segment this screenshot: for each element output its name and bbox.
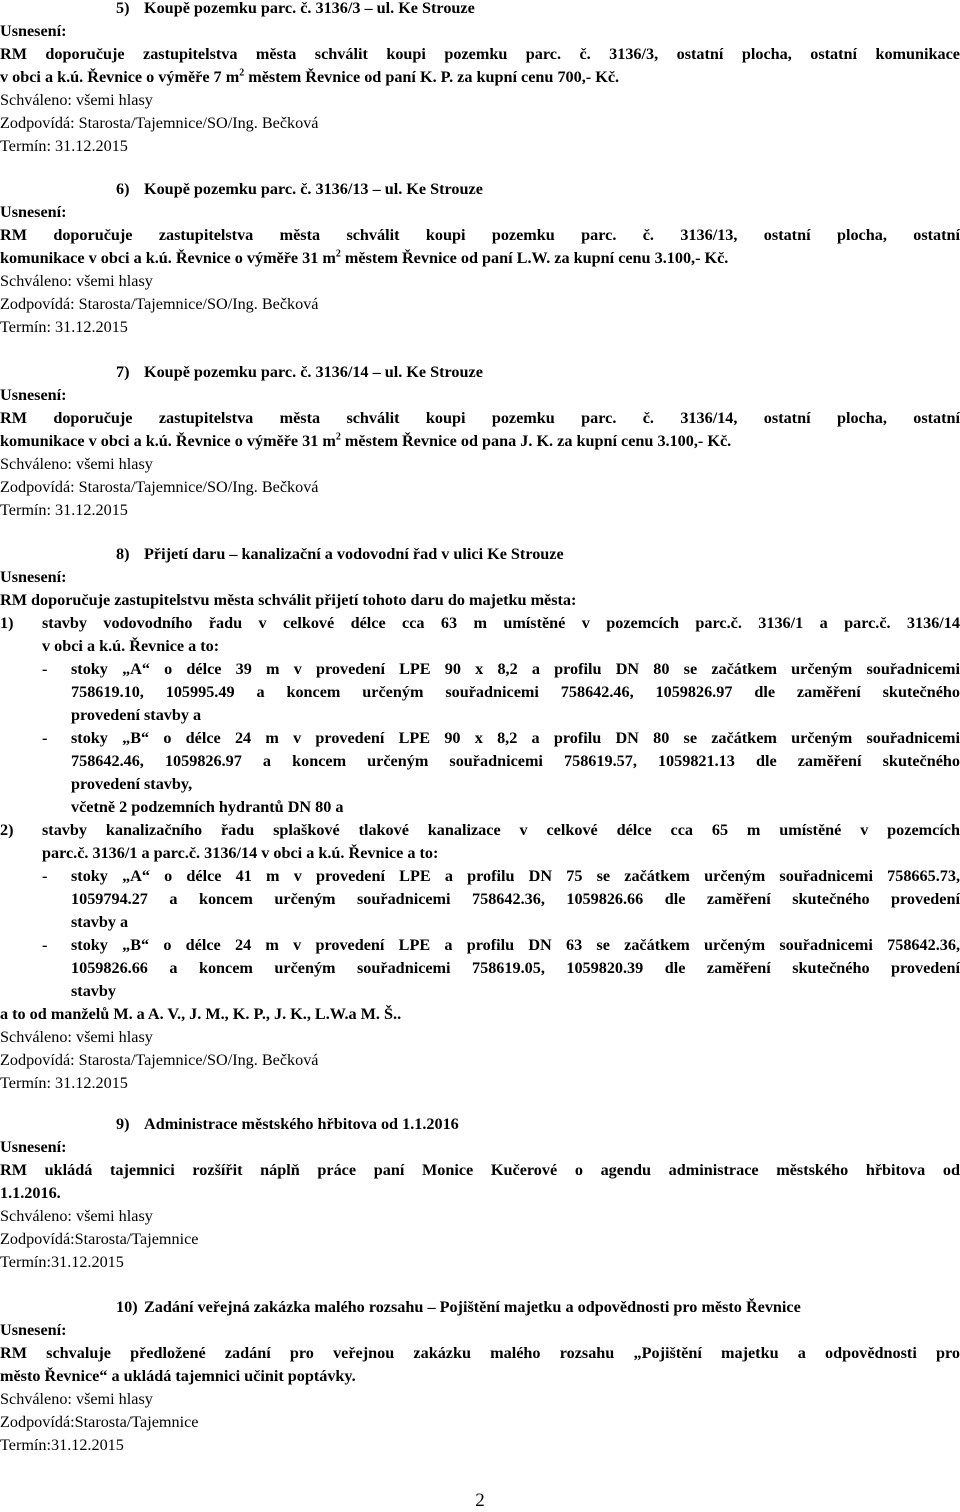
section-number: 10) — [116, 1298, 138, 1316]
dash-text: stoky „A“ o délce 41 m v provedení LPE a profilu DN 75 se začátkem určeným souřadnicemi 758665.73, — [71, 867, 960, 885]
dash-text: stoky „B“ o délce 24 m v provedení LPE a profilu DN 63 se začátkem určeným souřadnicemi 758642.36, — [71, 936, 960, 954]
dash-item-cont — [0, 681, 960, 704]
resolution-text-line — [0, 247, 960, 270]
list-number: 2) — [0, 821, 14, 839]
resolution-label: Usnesení: — [0, 1138, 67, 1156]
approval-status: Schváleno: všemi hlasy — [0, 272, 153, 290]
resolution-5 — [0, 0, 960, 158]
resolution-10 — [0, 1296, 960, 1457]
resolution-label: Usnesení: — [0, 1321, 67, 1339]
list-text: v obci a k.ú. Řevnice a to: — [42, 637, 220, 655]
resolution-label: Usnesení: — [0, 203, 67, 221]
list-number: 1) — [0, 614, 14, 632]
dash-item-cont: včetně 2 podzemních hydrantů DN 80 a — [71, 798, 344, 816]
dash-text: 758619.10, 105995.49 a koncem určeným souřadnicemi 758642.46, 1059826.97 dle zaměření skutečného — [71, 683, 960, 701]
text-fragment: městem Řevnice od paní L.W. za kupní cenu 3.100,- Kč. — [340, 249, 729, 267]
approval-status: Schváleno: všemi hlasy — [0, 1028, 153, 1046]
responsible-persons: Zodpovídá: Starosta/Tajemnice/SO/Ing. Bečková — [0, 478, 319, 496]
resolution-text-line: 1.1.2016. — [0, 1184, 61, 1202]
list-item-2 — [0, 819, 960, 842]
superscript: 2 — [335, 248, 341, 260]
deadline: Termín:31.12.2015 — [0, 1436, 124, 1454]
section-number: 8) — [116, 545, 130, 563]
text-fragment: komunikace v obci a k.ú. Řevnice o výměře 31 m — [0, 432, 336, 450]
section-number: 7) — [116, 363, 130, 381]
list-item-1 — [0, 612, 960, 635]
dash-item — [0, 658, 960, 681]
resolution-label: Usnesení: — [0, 22, 67, 40]
dash-text: 758642.46, 1059826.97 a koncem určeným souřadnicemi 758619.57, 1059821.13 dle zaměření skutečného — [71, 752, 960, 770]
section-title: Přijetí daru – kanalizační a vodovodní řad v ulici Ke Strouze — [144, 545, 564, 563]
resolution-text-line: město Řevnice“ a ukládá tajemnici učinit poptávky. — [0, 1367, 356, 1385]
resolution-text-line: RM doporučuje zastupitelstva města schválit koupi pozemku parc. č. 3136/14, ostatní plocha, ostatní — [0, 409, 960, 427]
resolution-8 — [0, 543, 960, 1095]
text-fragment: městem Řevnice od paní K. P. za kupní cenu 700,- Kč. — [244, 68, 620, 86]
resolution-text-line: RM doporučuje zastupitelstva města schválit koupi pozemku parc. č. 3136/3, ostatní plocha, ostatní komunikace — [0, 45, 960, 63]
resolution-9 — [0, 1113, 960, 1274]
section-heading — [0, 178, 960, 201]
superscript: 2 — [335, 431, 341, 443]
dash-marker: - — [42, 936, 48, 954]
section-title: Zadání veřejná zakázka malého rozsahu – Pojištění majetku a odpovědnosti pro město Řevnice — [144, 1298, 801, 1316]
dash-item — [0, 727, 960, 750]
resolution-text-line — [0, 430, 960, 453]
section-title: Administrace městského hřbitova od 1.1.2016 — [144, 1115, 459, 1133]
resolution-6 — [0, 178, 960, 339]
list-text: parc.č. 3136/1 a parc.č. 3136/14 v obci a k.ú. Řevnice a to: — [42, 844, 439, 862]
resolution-closing: a to od manželů M. a A. V., J. M., K. P., J. K., L.W.a M. Š.. — [0, 1005, 402, 1023]
deadline: Termín: 31.12.2015 — [0, 318, 128, 336]
dash-text: stoky „A“ o délce 39 m v provedení LPE 90 x 8,2 a profilu DN 80 se začátkem určeným souřadnicemi — [71, 660, 960, 678]
section-heading — [0, 1296, 960, 1319]
dash-marker: - — [42, 729, 48, 747]
section-title: Koupě pozemku parc. č. 3136/13 – ul. Ke Strouze — [144, 180, 483, 198]
dash-item-cont: stavby a — [71, 913, 129, 931]
section-title: Koupě pozemku parc. č. 3136/3 – ul. Ke Strouze — [144, 0, 475, 17]
approval-status: Schváleno: všemi hlasy — [0, 455, 153, 473]
dash-item-cont — [0, 888, 960, 911]
list-text: stavby kanalizačního řadu splaškové tlakové kanalizace v celkové délce cca 65 m umístěné v pozemcích — [42, 821, 960, 839]
dash-item — [0, 934, 960, 957]
dash-item — [0, 865, 960, 888]
superscript: 2 — [239, 67, 245, 79]
section-number: 6) — [116, 180, 130, 198]
responsible-persons: Zodpovídá:Starosta/Tajemnice — [0, 1230, 199, 1248]
resolution-label: Usnesení: — [0, 386, 67, 404]
section-heading — [0, 1113, 960, 1136]
text-fragment: městem Řevnice od pana J. K. za kupní cenu 3.100,- Kč. — [340, 432, 732, 450]
dash-text: stoky „B“ o délce 24 m v provedení LPE 90 x 8,2 a profilu DN 80 se začátkem určeným souřadnicemi — [71, 729, 960, 747]
section-heading — [0, 361, 960, 384]
section-number: 5) — [116, 0, 130, 17]
text-fragment: komunikace v obci a k.ú. Řevnice o výměře 31 m — [0, 249, 336, 267]
resolution-text-line — [0, 66, 960, 89]
dash-marker: - — [42, 660, 48, 678]
dash-item-cont: provedení stavby a — [71, 706, 202, 724]
resolution-text-line: RM doporučuje zastupitelstva města schválit koupi pozemku parc. č. 3136/13, ostatní plocha, ostatní — [0, 226, 960, 244]
dash-item-cont — [0, 750, 960, 773]
approval-status: Schváleno: všemi hlasy — [0, 1390, 153, 1408]
page-number: 2 — [475, 1490, 485, 1511]
section-heading — [0, 0, 960, 20]
resolution-intro: RM doporučuje zastupitelstvu města schválit přijetí tohoto daru do majetku města: — [0, 591, 577, 609]
dash-marker: - — [42, 867, 48, 885]
dash-text: 1059826.66 a koncem určeným souřadnicemi 758619.05, 1059820.39 dle zaměření skutečného provedení — [71, 959, 960, 977]
section-title: Koupě pozemku parc. č. 3136/14 – ul. Ke Strouze — [144, 363, 483, 381]
dash-item-cont: stavby — [71, 982, 116, 1000]
dash-item-cont — [0, 957, 960, 980]
resolution-text-line: RM ukládá tajemnici rozšířit náplň práce paní Monice Kučerové o agendu administrace městského hřbitova od — [0, 1161, 960, 1179]
resolution-text-line: RM schvaluje předložené zadání pro veřejnou zakázku malého rozsahu „Pojištění majetku a odpovědnosti pro — [0, 1344, 960, 1362]
dash-item-cont: provedení stavby, — [71, 775, 193, 793]
approval-status: Schváleno: všemi hlasy — [0, 91, 153, 109]
list-text: stavby vodovodního řadu v celkové délce cca 63 m umístěné v pozemcích parc.č. 3136/1 a parc.č. 3136/14 — [42, 614, 960, 632]
deadline: Termín: 31.12.2015 — [0, 501, 128, 519]
dash-text: 1059794.27 a koncem určeným souřadnicemi 758642.36, 1059826.66 dle zaměření skutečného provedení — [71, 890, 960, 908]
section-number: 9) — [116, 1115, 130, 1133]
responsible-persons: Zodpovídá: Starosta/Tajemnice/SO/Ing. Bečková — [0, 295, 319, 313]
responsible-persons: Zodpovídá: Starosta/Tajemnice/SO/Ing. Bečková — [0, 1051, 319, 1069]
section-heading — [0, 543, 960, 566]
approval-status: Schváleno: všemi hlasy — [0, 1207, 153, 1225]
resolution-label: Usnesení: — [0, 568, 67, 586]
text-fragment: v obci a k.ú. Řevnice o výměře 7 m — [0, 68, 240, 86]
deadline: Termín:31.12.2015 — [0, 1253, 124, 1271]
responsible-persons: Zodpovídá:Starosta/Tajemnice — [0, 1413, 199, 1431]
responsible-persons: Zodpovídá: Starosta/Tajemnice/SO/Ing. Bečková — [0, 114, 319, 132]
deadline: Termín: 31.12.2015 — [0, 1074, 128, 1092]
deadline: Termín: 31.12.2015 — [0, 137, 128, 155]
resolution-7 — [0, 361, 960, 522]
